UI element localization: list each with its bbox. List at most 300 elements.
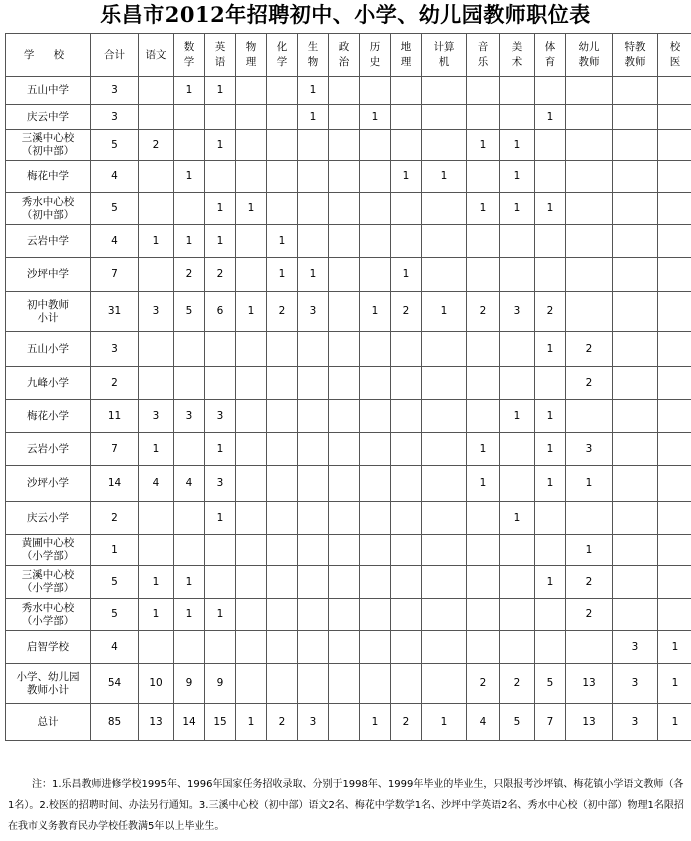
position-count-line1: 10 (149, 677, 163, 689)
position-count (139, 193, 174, 225)
position-count (236, 433, 267, 466)
position-count (360, 193, 391, 225)
school-name-line1: 庆云中学 (27, 110, 69, 123)
position-count (566, 225, 613, 258)
position-count-line1: 1 (402, 268, 410, 280)
position-count (205, 466, 236, 502)
position-count (467, 400, 500, 433)
position-count (139, 599, 174, 631)
school-name (6, 400, 91, 433)
position-count-line1: 1 (440, 305, 448, 317)
position-count-line1: 4 (479, 715, 487, 728)
position-count-line1: 3 (216, 409, 224, 422)
position-count (205, 367, 236, 400)
position-count-line1: 3 (585, 442, 593, 455)
position-count (422, 664, 467, 704)
position-count (139, 502, 174, 535)
position-count (236, 367, 267, 400)
position-count-line1: 1 (546, 477, 554, 489)
position-count (267, 664, 298, 704)
position-count (205, 599, 236, 631)
row-total-line1: 5 (111, 138, 118, 151)
position-count (174, 332, 205, 367)
header-subject-line1: 政 (338, 41, 350, 53)
position-count (467, 258, 500, 292)
header-subject (360, 34, 391, 77)
position-count (613, 631, 658, 664)
position-count-line1: 3 (513, 305, 521, 317)
position-count-line1: 1 (216, 442, 224, 455)
table-row (6, 502, 691, 535)
position-count (613, 130, 658, 161)
school-name-line1: 秀水中心校 (21, 601, 75, 614)
position-count (267, 225, 298, 258)
school-name-line1: 五山中学 (27, 84, 69, 96)
position-count (422, 258, 467, 292)
school-name-line1: 云岩中学 (27, 234, 69, 247)
position-count (139, 433, 174, 466)
position-count (467, 599, 500, 631)
position-count-line1: 14 (182, 715, 196, 728)
position-count (535, 433, 566, 466)
position-count (205, 502, 236, 535)
header-subject-line2: 理 (400, 56, 412, 68)
position-count (658, 566, 691, 599)
header-subject-line1: 化 (276, 41, 288, 53)
school-name-line1: 五山小学 (27, 342, 69, 355)
position-count (205, 161, 236, 193)
position-count-line1: 1 (216, 202, 224, 214)
position-count (535, 130, 566, 161)
position-count-line1: 1 (309, 84, 317, 96)
position-count (391, 466, 422, 502)
position-count (658, 599, 691, 631)
position-count (566, 105, 613, 130)
position-count (329, 292, 360, 332)
school-name-line1: 沙坪中学 (27, 268, 69, 280)
position-count (566, 400, 613, 433)
header-subject-line1: 计算 (433, 41, 455, 53)
position-count (329, 664, 360, 704)
position-count (422, 367, 467, 400)
school-name (6, 704, 91, 741)
position-count (467, 664, 500, 704)
school-name-line1: 小学、幼儿园 (16, 670, 80, 683)
position-count (267, 566, 298, 599)
position-count (236, 258, 267, 292)
position-count-line1: 1 (216, 234, 224, 247)
position-count (658, 367, 691, 400)
position-count (329, 332, 360, 367)
position-count-line1: 1 (216, 608, 224, 620)
position-count (613, 466, 658, 502)
position-count (298, 566, 329, 599)
position-count-line1: 1 (440, 715, 448, 728)
position-count-line1: 1 (185, 575, 193, 588)
position-count (391, 193, 422, 225)
row-total (91, 77, 139, 105)
header-subject-line1: 音 (477, 41, 489, 53)
position-count (360, 77, 391, 105)
position-count (139, 130, 174, 161)
position-count (329, 466, 360, 502)
position-count (500, 664, 535, 704)
position-count (613, 664, 658, 704)
position-count-line1: 3 (216, 477, 224, 489)
position-count-line1: 1 (546, 202, 554, 214)
school-name-line2: 教师小计 (27, 683, 69, 696)
position-count (658, 105, 691, 130)
position-count (174, 130, 205, 161)
position-count (500, 130, 535, 161)
position-count (613, 599, 658, 631)
position-count (205, 77, 236, 105)
position-count (329, 258, 360, 292)
position-count (360, 332, 391, 367)
position-count-line1: 1 (513, 138, 521, 151)
position-count (613, 105, 658, 130)
position-count (613, 77, 658, 105)
position-count (360, 631, 391, 664)
position-count-line1: 2 (585, 376, 593, 389)
position-count (236, 77, 267, 105)
school-name (6, 631, 91, 664)
table-row (6, 704, 691, 741)
position-count (329, 225, 360, 258)
position-count (535, 367, 566, 400)
position-count (535, 400, 566, 433)
position-count (391, 502, 422, 535)
position-count (298, 193, 329, 225)
position-count (360, 130, 391, 161)
row-total-line1: 2 (111, 511, 118, 524)
position-count (267, 367, 298, 400)
position-count-line1: 1 (185, 170, 193, 182)
position-count-line1: 1 (440, 170, 448, 182)
position-count (467, 332, 500, 367)
position-count (174, 566, 205, 599)
header-subject (613, 34, 658, 77)
position-count (467, 161, 500, 193)
position-count (139, 225, 174, 258)
school-name (6, 566, 91, 599)
position-count-line1: 5 (185, 305, 193, 317)
table-row (6, 466, 691, 502)
position-count (566, 664, 613, 704)
school-name-line1: 秀水中心校 (21, 195, 75, 208)
position-count (658, 631, 691, 664)
position-count (360, 292, 391, 332)
position-count (566, 535, 613, 566)
position-count (391, 566, 422, 599)
position-count-line1: 7 (546, 715, 554, 728)
position-count-line1: 2 (546, 305, 554, 317)
position-count (422, 631, 467, 664)
position-count-line1: 3 (152, 305, 160, 317)
position-count (391, 332, 422, 367)
position-count (391, 433, 422, 466)
position-count (174, 631, 205, 664)
row-total-line1: 4 (111, 640, 118, 653)
position-count-line1: 5 (546, 677, 554, 689)
positions-table (5, 33, 691, 741)
position-count (566, 130, 613, 161)
header-subject (535, 34, 566, 77)
position-count-line1: 1 (671, 640, 679, 653)
school-name (6, 130, 91, 161)
position-count-line1: 1 (546, 409, 554, 422)
position-count (360, 566, 391, 599)
position-count (500, 466, 535, 502)
position-count-line1: 1 (479, 202, 487, 214)
position-count (298, 258, 329, 292)
header-subject-line1: 历 (369, 41, 381, 53)
position-count (566, 77, 613, 105)
position-count (174, 193, 205, 225)
position-count (267, 130, 298, 161)
table-row (6, 77, 691, 105)
position-count (500, 258, 535, 292)
position-count (298, 225, 329, 258)
position-count (535, 225, 566, 258)
position-count (422, 704, 467, 741)
header-subject (236, 34, 267, 77)
header-subject (467, 34, 500, 77)
position-count (658, 161, 691, 193)
position-count-line1: 1 (371, 305, 379, 317)
position-count (360, 258, 391, 292)
row-total (91, 631, 139, 664)
school-name (6, 664, 91, 704)
position-count (236, 130, 267, 161)
header-subject-line2: 术 (511, 56, 523, 68)
position-count (467, 566, 500, 599)
position-count (329, 433, 360, 466)
position-count (360, 161, 391, 193)
position-count-line1: 2 (585, 575, 593, 588)
row-total (91, 130, 139, 161)
position-count (535, 631, 566, 664)
position-count (500, 400, 535, 433)
row-total (91, 599, 139, 631)
position-count (298, 664, 329, 704)
school-name-line1: 九峰小学 (27, 376, 69, 389)
position-count (566, 599, 613, 631)
position-count (174, 105, 205, 130)
position-count (236, 631, 267, 664)
position-count (566, 631, 613, 664)
header-subject-line2: 学 (276, 56, 288, 68)
position-count (500, 332, 535, 367)
position-count (391, 535, 422, 566)
position-count (298, 535, 329, 566)
position-count (139, 566, 174, 599)
position-count (391, 367, 422, 400)
position-count (391, 631, 422, 664)
footnote: 注：1.乐昌教师进修学校1995年、1996年国家任务招收录取、分别于1998年、1999年毕业的毕业生，只限报考沙坪镇、梅花镇小学语文教师（各1名）。2.校医的招聘时间、办法另行通知。3.三溪中心校（初中部）语文2名、梅花中学数学1名、沙坪中学英语2名、秀水中心校（初中部）物理1名限招在我市义务教育民办学校任教满5年以上毕业生。 (8, 779, 684, 832)
table-row (6, 130, 691, 161)
table-row (6, 400, 691, 433)
table-row (6, 367, 691, 400)
header-subject-line2: 医 (669, 56, 681, 68)
position-count (467, 105, 500, 130)
position-count-line1: 1 (247, 305, 255, 317)
position-count (329, 704, 360, 741)
position-count-line1: 2 (278, 715, 286, 728)
position-count (613, 367, 658, 400)
position-count (613, 258, 658, 292)
header-subject-line2: 教师 (578, 56, 600, 68)
header-subject-line1: 校 (669, 41, 681, 53)
position-count (535, 105, 566, 130)
position-count-line1: 15 (213, 715, 227, 728)
position-count (500, 105, 535, 130)
position-count (613, 161, 658, 193)
position-count-line1: 1 (152, 608, 160, 620)
position-count (500, 566, 535, 599)
position-count (236, 332, 267, 367)
position-count (500, 77, 535, 105)
header-subject-line2: 机 (438, 56, 450, 68)
position-count (391, 664, 422, 704)
position-count (139, 258, 174, 292)
position-count (391, 400, 422, 433)
position-count (422, 130, 467, 161)
position-count (535, 535, 566, 566)
row-total-line1: 31 (107, 305, 122, 317)
position-count (613, 400, 658, 433)
position-count (205, 292, 236, 332)
position-count (236, 466, 267, 502)
position-count (298, 367, 329, 400)
position-count (535, 77, 566, 105)
position-count (658, 664, 691, 704)
position-count (658, 258, 691, 292)
position-count (267, 535, 298, 566)
position-count-line1: 1 (402, 170, 410, 182)
position-count (422, 599, 467, 631)
row-total-line1: 14 (107, 477, 122, 489)
position-count (566, 502, 613, 535)
position-count (360, 502, 391, 535)
header-subject (267, 34, 298, 77)
table-row (6, 599, 691, 631)
position-count (658, 704, 691, 741)
position-count (500, 704, 535, 741)
header-subject-line2: 教师 (624, 56, 646, 68)
position-count (566, 332, 613, 367)
position-count (329, 161, 360, 193)
position-count (422, 466, 467, 502)
position-count (566, 566, 613, 599)
position-count (267, 704, 298, 741)
position-count (205, 105, 236, 130)
position-count (360, 367, 391, 400)
row-total-line1: 3 (111, 110, 118, 123)
school-name (6, 292, 91, 332)
position-count (329, 193, 360, 225)
position-count (535, 466, 566, 502)
position-count (174, 225, 205, 258)
header-subject-line2: 学 (183, 56, 195, 68)
position-count-line1: 1 (513, 202, 521, 214)
position-count (535, 193, 566, 225)
row-total (91, 502, 139, 535)
position-count-line1: 2 (402, 715, 410, 728)
position-count (174, 258, 205, 292)
position-count (360, 535, 391, 566)
position-count (422, 225, 467, 258)
position-count-line1: 2 (513, 677, 521, 689)
row-total (91, 535, 139, 566)
position-count (236, 599, 267, 631)
position-count (535, 332, 566, 367)
header-subject (500, 34, 535, 77)
position-count (566, 193, 613, 225)
position-count-line1: 1 (185, 234, 193, 247)
position-count (535, 599, 566, 631)
position-count-line1: 2 (479, 677, 487, 689)
position-count (236, 704, 267, 741)
school-name (6, 258, 91, 292)
header-subject (329, 34, 360, 77)
position-count (139, 367, 174, 400)
school-name (6, 367, 91, 400)
school-name (6, 502, 91, 535)
position-count (613, 535, 658, 566)
position-count (267, 466, 298, 502)
position-count (236, 161, 267, 193)
position-count (139, 631, 174, 664)
school-name-line1: 黄圃中心校 (21, 537, 75, 549)
position-count (613, 566, 658, 599)
position-count (467, 704, 500, 741)
position-count-line1: 13 (149, 715, 163, 728)
position-count (500, 502, 535, 535)
position-count (298, 161, 329, 193)
position-count (329, 367, 360, 400)
table-row (6, 332, 691, 367)
position-count (267, 332, 298, 367)
position-count (613, 332, 658, 367)
position-count (422, 77, 467, 105)
position-count-line1: 4 (152, 477, 160, 489)
position-count (267, 161, 298, 193)
position-count-line1: 4 (185, 477, 193, 489)
row-total (91, 466, 139, 502)
position-count (329, 502, 360, 535)
position-count (535, 502, 566, 535)
position-count-line1: 1 (513, 170, 521, 182)
position-count (613, 502, 658, 535)
header-subject-line1: 数 (183, 41, 195, 53)
position-count (658, 466, 691, 502)
position-count (360, 599, 391, 631)
position-count (422, 566, 467, 599)
position-count (298, 400, 329, 433)
position-count (205, 332, 236, 367)
position-count-line1: 2 (479, 305, 487, 317)
position-count (174, 599, 205, 631)
position-count (422, 332, 467, 367)
row-total-line1: 7 (111, 442, 118, 455)
position-count (236, 566, 267, 599)
header-subject-line1: 特教 (624, 41, 646, 53)
header-subject-line1: 体 (544, 41, 556, 53)
school-name-line1: 庆云小学 (27, 511, 69, 524)
position-count-line1: 13 (582, 715, 596, 728)
position-count (422, 161, 467, 193)
